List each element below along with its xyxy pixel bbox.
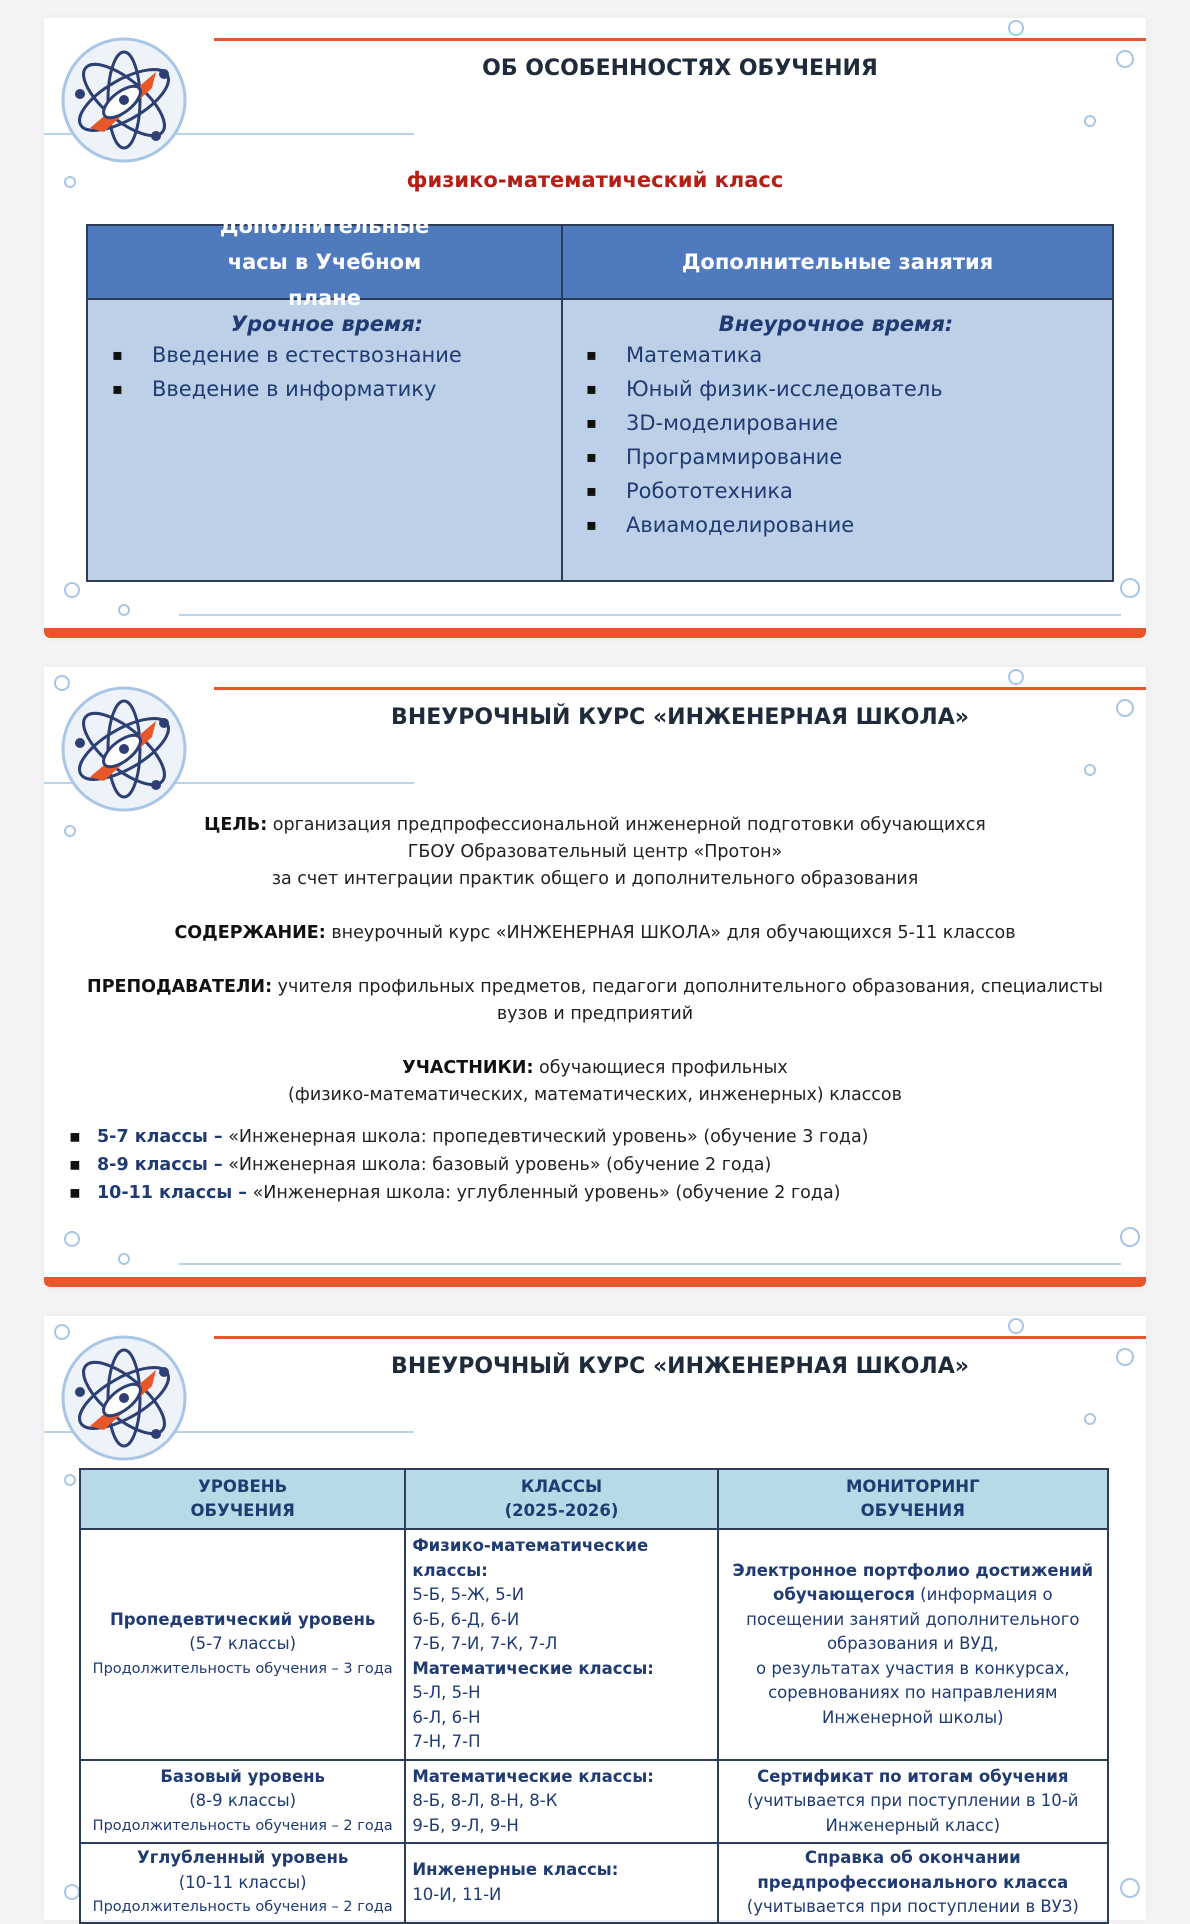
decor-circle [1008,669,1024,685]
monitoring-title: предпрофессионального класса [757,1872,1069,1892]
monitoring-text: Инженерной школы) [822,1707,1004,1727]
decor-circle [64,1231,80,1247]
slide-levels-table [44,1316,1146,1920]
decor-circle [1120,578,1140,598]
decor-circle [1084,1413,1096,1425]
table-row [80,1843,1108,1923]
level-item [64,1179,1126,1207]
monitoring-text: образования и ВУД, [826,1634,999,1653]
level-duration: Продолжительность обучения – 2 года [92,1899,393,1915]
table-header-row [88,214,1112,310]
decor-circle [54,675,70,691]
monitoring-text: (учитывается при поступлении в 10-й [747,1791,1079,1810]
decor-circle [1120,1878,1140,1898]
extracurricular-column [586,312,1086,542]
header-extra-classes: Дополнительные занятия [681,250,994,274]
monitoring-text: Инженерный класс) [825,1815,1001,1835]
header-level: УРОВЕНЬ ОБУЧЕНИЯ [80,1469,405,1529]
list-item: ▪ Математика [586,338,1086,372]
divider-line [179,1263,1121,1265]
accent-line [214,38,1146,41]
monitoring-title: Сертификат по итогам обучения [757,1766,1069,1786]
decor-circle [1120,1227,1140,1247]
class-list: 8-Б, 8-Л, 8-Н, 8-К [412,1791,558,1810]
level-name: Базовый уровень [160,1766,325,1786]
teachers-block: ПРЕПОДАВАТЕЛИ: учителя профильных предметов, педагоги дополнительного образования, специалисты вузов и предприятий [87,977,1103,1024]
level-text: «Инженерная школа: пропедевтический уровень» (обучение 3 года) [228,1127,869,1147]
class-list: 7-Б, 7-И, 7-К, 7-Л [412,1634,558,1653]
list-item: ▪ Введение в естествознание [112,338,542,372]
level-grades: 10-11 классы – [97,1183,247,1203]
level-cell [80,1843,405,1923]
decor-circle [118,604,130,616]
class-list: 5-Л, 5-Н [412,1683,481,1702]
accent-bar [44,628,1146,638]
monitoring-title-line [727,1871,1099,1896]
monitoring-text: (учитывается при поступлении в ВУЗ) [746,1897,1079,1916]
participants-block: УЧАСТНИКИ: обучающиеся профильных (физико-математических, математических, инженерных) классов [288,1058,902,1105]
list-item: ▪ Введение в информатику [112,372,542,406]
monitoring-text: посещении занятий дополнительного [746,1609,1080,1629]
decor-circle [1008,20,1024,36]
decor-circle [118,1253,130,1265]
atom-rocket-logo-icon [60,36,188,164]
monitoring-cell [718,1760,1108,1844]
atom-rocket-logo-icon [60,685,188,813]
class-list: 7-Н, 7-П [412,1732,481,1751]
levels-list [64,1123,1126,1207]
content-block: СОДЕРЖАНИЕ: внеурочный курс «ИНЖЕНЕРНАЯ ШКОЛА» для обучающихся 5-11 классов [174,923,1016,943]
list-item: ▪ Юный физик-исследователь [586,372,1086,406]
course-description [64,812,1126,1207]
level-grades: (8-9 классы) [189,1791,297,1810]
classes-cell [405,1529,717,1760]
table-header-row [80,1469,1108,1529]
accent-bar [44,1277,1146,1287]
monitoring-title-line [727,1583,1099,1608]
monitoring-title: Электронное портфолио достижений [732,1560,1094,1580]
goal-block: ЦЕЛЬ: организация предпрофессиональной инженерной подготовки обучающихся ГБОУ Образовательный центр «Протон» за счет интеграции практик общего и дополнительного образования [204,815,986,889]
class-list: 6-Л, 6-Н [412,1707,481,1727]
level-item [64,1151,1126,1179]
class-list: 5-Б, 5-Ж, 5-И [412,1585,525,1604]
monitoring-cell [718,1843,1108,1923]
class-group-title: Инженерные классы: [412,1860,619,1880]
extracurricular-list [586,338,1086,542]
level-duration: Продолжительность обучения – 3 года [92,1660,393,1677]
decor-circle [1008,1318,1024,1334]
decor-circle [64,1884,80,1900]
list-item: ▪ Авиамоделирование [586,508,1086,542]
class-group-title: Математические классы: [412,1766,654,1786]
header-classes: КЛАССЫ (2025-2026) [405,1469,717,1529]
atom-rocket-logo-icon [60,1334,188,1462]
level-item [64,1123,1126,1151]
slide-engineering-school [44,667,1146,1287]
level-duration: Продолжительность обучения – 2 года [92,1817,393,1834]
extracurricular-heading: Внеурочное время: [718,312,954,336]
level-name: Пропедевтический уровень [109,1609,376,1629]
level-grades: (10-11 классы) [178,1872,307,1892]
slide-features [44,18,1146,638]
level-name: Углубленный уровень [136,1848,349,1867]
level-grades: (5-7 классы) [189,1634,297,1653]
level-text: «Инженерная школа: углубленный уровень» (обучение 2 года) [252,1183,841,1203]
decor-circle [1084,764,1096,776]
divider-line [179,614,1121,616]
classes-cell [405,1760,717,1844]
monitoring-text: (информация о [914,1585,1053,1604]
table-row [80,1529,1108,1760]
monitoring-cell [718,1529,1108,1760]
decor-circle [54,1324,70,1340]
monitoring-text: о результатах участия в конкурсах, [755,1658,1070,1678]
level-grades: 8-9 классы – [97,1155,223,1175]
class-list: 6-Б, 6-Д, 6-И [412,1609,520,1629]
classes-cell [405,1843,717,1923]
level-text: «Инженерная школа: базовый уровень» (обучение 2 года) [228,1155,772,1175]
accent-line [214,687,1146,690]
list-item: ▪ Программирование [586,440,1086,474]
lesson-time-list [112,338,542,406]
list-item: ▪ 3D-моделирование [586,406,1086,440]
column-divider [561,226,563,580]
level-cell [80,1529,405,1760]
decor-circle [64,582,80,598]
class-list: 9-Б, 9-Л, 9-Н [412,1815,519,1835]
class-group-title: Физико-математические классы: [412,1536,649,1580]
monitoring-title: Справка об окончании [804,1848,1021,1867]
decor-circle [64,1474,76,1486]
monitoring-title: обучающегося [773,1585,915,1604]
table-row [80,1760,1108,1844]
extra-hours-table [86,214,1114,582]
list-item: ▪ Робототехника [586,474,1086,508]
class-subtitle: физико-математический класс [406,168,784,192]
level-grades: 5-7 классы – [97,1127,223,1147]
accent-line [214,1336,1146,1339]
levels-table [79,1468,1109,1924]
monitoring-text: соревнованиях по направлениям [768,1683,1058,1702]
header-extra-hours: Дополнительные часы в Учебном плане [219,214,430,310]
decor-circle [1084,115,1096,127]
class-group-title: Математические классы: [412,1658,654,1678]
header-monitoring: МОНИТОРИНГ ОБУЧЕНИЯ [718,1469,1108,1529]
class-list: 10-И, 11-И [412,1884,502,1904]
lesson-time-heading: Урочное время: [230,312,424,336]
slide-title: ВНЕУРОЧНЫЙ КУРС «ИНЖЕНЕРНАЯ ШКОЛА» [391,1354,969,1379]
level-cell [80,1760,405,1844]
lesson-time-column [112,312,542,406]
slide-title: ОБ ОСОБЕННОСТЯХ ОБУЧЕНИЯ [482,56,878,81]
slide-title: ВНЕУРОЧНЫЙ КУРС «ИНЖЕНЕРНАЯ ШКОЛА» [391,705,969,730]
